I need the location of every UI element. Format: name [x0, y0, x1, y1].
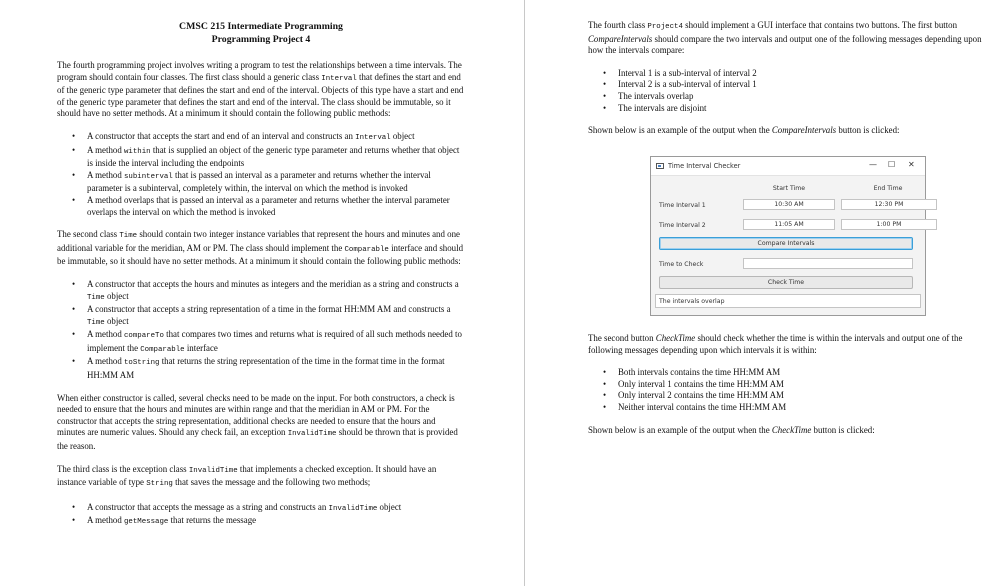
code-identifier: Time	[119, 232, 138, 241]
emphasized-text: CompareIntervals	[771, 125, 837, 136]
example-window-screenshot	[650, 156, 926, 316]
exception-class-paragraph	[57, 464, 465, 491]
list-item: • Both intervals contains the time HH:MM AM	[618, 367, 988, 379]
list-item	[87, 170, 465, 195]
text-run: that compares two times and returns what is required of all such methods needed to implement the	[87, 329, 462, 353]
code-identifier: within	[123, 147, 151, 156]
text-run: interface	[184, 342, 218, 353]
interval1-start-field[interactable]: 10:30 AM	[743, 199, 835, 210]
text-run: object	[104, 315, 129, 326]
maximize-icon[interactable]: ☐	[888, 160, 896, 169]
code-identifier: Project4	[647, 23, 683, 31]
list-item: • The intervals overlap	[618, 91, 988, 103]
app-window-icon	[656, 163, 664, 169]
text-run: that returns the message	[168, 515, 257, 526]
code-identifier: String	[146, 480, 173, 489]
interval1-label: Time Interval 1	[659, 202, 706, 209]
interval2-start-field[interactable]: 11:05 AM	[743, 219, 835, 230]
interval2-end-field[interactable]: 1:00 PM	[841, 219, 937, 230]
intro-paragraph	[57, 60, 465, 120]
interval2-label: Time Interval 2	[659, 222, 706, 229]
list-item	[87, 131, 465, 145]
code-identifier: compareTo	[123, 332, 164, 341]
code-identifier: Comparable	[344, 245, 389, 254]
text-run: Shown below is an example of the output when the	[588, 424, 772, 435]
text-run: When either constructor is called, several checks need to be made on the input. For both constructors, a check is needed to ensure that the hours and minutes are within range and that the meridian in AM or PM. For the constructor that accepts the string representation, additional checks are needed to ensure that the hours and minutes are numeric values. Should any check fail, an exception	[57, 392, 455, 438]
output-field: The intervals overlap	[655, 294, 921, 308]
list-item: • Interval 1 is a sub-interval of interval 2	[618, 68, 988, 80]
text-run: that saves the message and the following two methods;	[172, 477, 371, 488]
end-time-header: End Time	[873, 185, 903, 192]
emphasized-text: CompareIntervals	[588, 33, 653, 44]
code-identifier: toString	[123, 359, 160, 368]
start-time-header: Start Time	[772, 185, 806, 192]
list-item	[87, 502, 465, 516]
text-run: interface and should be immutable, so it should have no setter methods. At a minimum it should contain the following public methods:	[57, 242, 464, 267]
code-identifier: Interval	[355, 133, 391, 142]
course-title: CMSC 215 Intermediate Programming	[179, 21, 343, 32]
text-run: that returns the string representation of the time in the format time in the format HH:MM AM	[87, 356, 445, 381]
list-item	[87, 195, 465, 218]
interval-methods-list	[57, 131, 465, 218]
text-run: object	[377, 501, 402, 512]
text-run: A method	[87, 144, 124, 155]
emphasized-text: CheckTime	[771, 424, 812, 435]
gui-class-paragraph	[588, 20, 988, 57]
validation-paragraph	[57, 393, 465, 453]
code-identifier: subinterval	[123, 172, 173, 181]
text-run: A constructor that accepts the message as a string and constructs an	[87, 501, 329, 512]
document-title	[57, 20, 465, 46]
document-page-right	[526, 0, 1007, 586]
text-run: The second button	[588, 333, 656, 343]
code-identifier: Comparable	[140, 345, 185, 354]
page-divider	[524, 0, 525, 586]
text-run: A method overlaps that is passed an interval as a parameter and returns whether the interval parameter overlaps the interval on which the method is invoked	[87, 194, 450, 217]
text-run: should be thrown that is provided the reason.	[57, 427, 458, 452]
list-item	[87, 304, 465, 329]
check-time-button[interactable]: Check Time	[659, 276, 913, 289]
text-run: A method	[87, 356, 124, 367]
text-run: A method	[87, 329, 124, 340]
close-icon[interactable]: ✕	[908, 160, 915, 169]
project-title: Programming Project 4	[211, 34, 311, 45]
list-item: • Neither interval contains the time HH:MM AM	[618, 402, 988, 414]
time-to-check-field[interactable]	[743, 258, 913, 269]
time-methods-list	[57, 279, 465, 382]
text-run: A constructor that accepts the hours and minutes as integers and the meridian as a string and constructs a	[87, 278, 459, 289]
code-identifier: Time	[87, 318, 105, 327]
text-run: Shown below is an example of the output when the	[588, 125, 772, 136]
text-run: that is supplied an object of the generic type parameter and returns whether that object is inside the interval including the endpoints	[87, 144, 460, 169]
text-run: should contain two integer instance variables that represent the hours and minutes and one additional variable for the meridian, AM or PM. The class should implement the	[57, 229, 460, 253]
check-example-caption	[588, 425, 988, 437]
checktime-paragraph	[588, 333, 988, 356]
text-run: The third class is the exception class	[57, 463, 189, 474]
code-identifier: Time	[87, 293, 105, 302]
code-identifier: InvalidTime	[287, 430, 337, 439]
minimize-icon[interactable]: —	[869, 160, 877, 169]
text-run: The fourth programming project involves writing a program to test the relationships between a time intervals. The program should contain four classes. The first class should a generic class	[57, 60, 462, 82]
compare-intervals-button[interactable]: Compare Intervals	[659, 237, 913, 250]
compare-example-caption	[588, 125, 988, 137]
text-run: button is clicked:	[811, 424, 875, 435]
text-run: A constructor that accepts the start and end of an interval and constructs an	[87, 130, 356, 141]
code-identifier: getMessage	[123, 518, 169, 527]
text-run: should compare the two intervals and output one of the following messages depending upon how the intervals compare:	[588, 33, 982, 56]
emphasized-text: CheckTime	[655, 333, 696, 343]
list-item: • Only interval 1 contains the time HH:MM AM	[618, 379, 988, 391]
time-to-check-label: Time to Check	[659, 261, 704, 268]
window-title: Time Interval Checker	[668, 162, 741, 170]
compare-messages-list	[588, 68, 988, 114]
list-item	[87, 515, 465, 529]
code-identifier: InvalidTime	[188, 466, 238, 475]
text-run: that is passed an interval as a parameter and returns whether the interval parameter is a subinterval, completely within, the interval on which the method is invoked	[87, 169, 431, 194]
exception-methods-list	[57, 502, 465, 529]
text-run: The second class	[57, 229, 120, 240]
list-item	[87, 279, 465, 304]
text-run: should check whether the time is within the intervals and output one of the following messages depending upon which intervals it is within:	[588, 333, 963, 355]
text-run: should implement a GUI interface that contains two buttons. The first button	[682, 20, 958, 30]
code-identifier: InvalidTime	[328, 504, 378, 513]
text-run: that defines the start and end of the generic type parameter that defines the start and end of the interval. Objects of this type have a start and end of the generic type parameter that defines the start and end of the interval. The class should be immutable, so it should have no setter methods. At a minimum it should contain the following public methods:	[57, 71, 464, 119]
text-run: that implements a checked exception. It should have an instance variable of type	[57, 463, 437, 488]
text-run: The fourth class	[588, 20, 648, 30]
window-titlebar	[651, 157, 925, 176]
text-run: object	[104, 290, 129, 301]
text-run: object	[390, 130, 415, 141]
text-run: A method	[87, 169, 124, 180]
list-item: • Only interval 2 contains the time HH:MM AM	[618, 390, 988, 402]
text-run: A constructor that accepts a string representation of a time in the format HH:MM AM and constructs a	[87, 304, 451, 315]
interval1-end-field[interactable]: 12:30 PM	[841, 199, 937, 210]
list-item: • Interval 2 is a sub-interval of interval 1	[618, 79, 988, 91]
check-messages-list	[588, 367, 988, 413]
text-run: button is clicked:	[836, 125, 900, 136]
list-item	[87, 356, 465, 381]
time-class-paragraph	[57, 229, 465, 268]
code-identifier: Interval	[321, 74, 357, 83]
list-item	[87, 145, 465, 170]
text-run: A method	[87, 515, 124, 526]
list-item: • The intervals are disjoint	[618, 103, 988, 115]
list-item	[87, 329, 465, 356]
